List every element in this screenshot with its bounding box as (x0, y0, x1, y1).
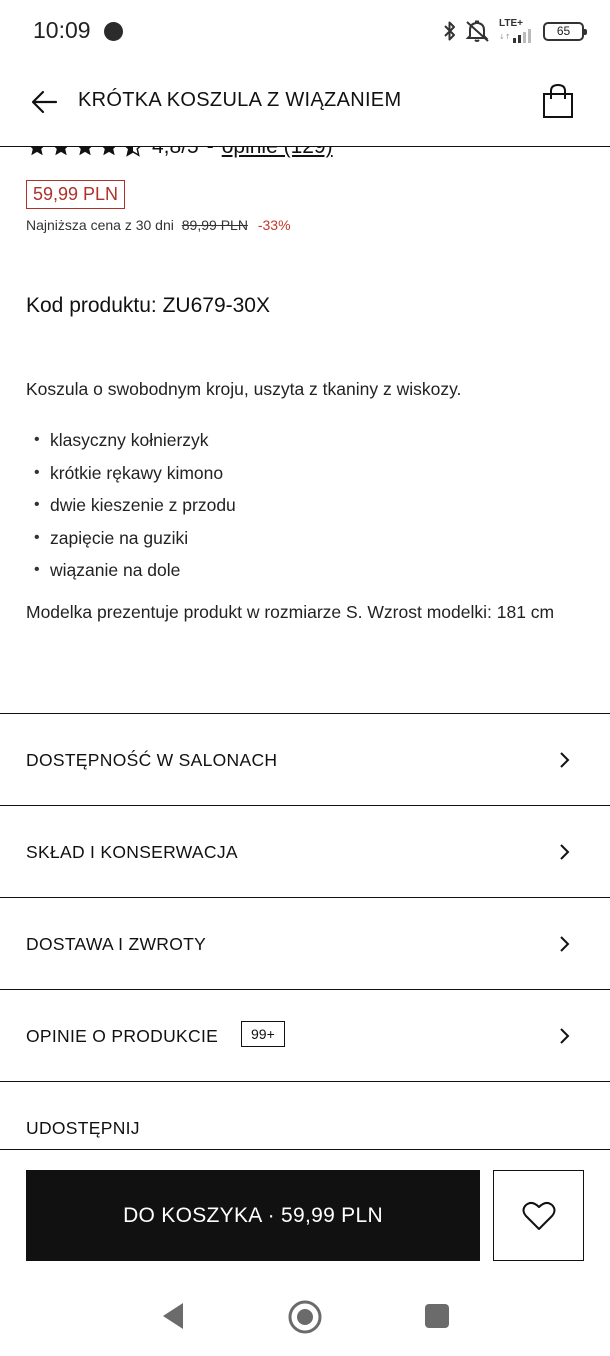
nav-back-icon[interactable] (160, 1301, 186, 1331)
chevron-right-icon (556, 842, 572, 862)
product-code: Kod produktu: ZU679-30X (26, 294, 270, 317)
system-nav-bar (0, 1279, 610, 1356)
bluetooth-icon (443, 19, 457, 43)
accordion-label: UDOSTĘPNIJ (26, 1118, 140, 1138)
accordion-label: DOSTAWA I ZWROTY (26, 934, 207, 954)
product-description: Koszula o swobodnym kroju, uszyta z tkaniny z wiskozy. (26, 379, 462, 399)
list-item: • wiązanie na dole (34, 554, 236, 587)
accordion-availability[interactable] (0, 713, 610, 805)
accordion-composition[interactable] (0, 805, 610, 897)
accordion-label: DOSTĘPNOŚĆ W SALONACH (26, 750, 278, 770)
add-to-cart-button[interactable] (26, 1170, 480, 1261)
chevron-right-icon (556, 934, 572, 954)
app-header (0, 62, 610, 147)
accordion-reviews[interactable] (0, 989, 610, 1081)
feature-list (34, 424, 236, 587)
add-to-cart-label: DO KOSZYKA · 59,99 PLN (123, 1203, 383, 1227)
list-item: • zapięcie na guziki (34, 522, 236, 555)
accordion-delivery[interactable] (0, 897, 610, 989)
list-item: • dwie kieszenie z przodu (34, 489, 236, 522)
wishlist-button[interactable] (493, 1170, 584, 1261)
heart-icon (522, 1201, 556, 1231)
chevron-right-icon (556, 750, 572, 770)
bottom-action-bar (0, 1149, 610, 1279)
battery-icon (543, 22, 584, 41)
shopping-bag-icon[interactable] (540, 82, 576, 120)
reviews-count-badge: 99+ (241, 1021, 285, 1047)
lowest-price-label: Najniższa cena z 30 dni (26, 217, 174, 233)
discount-badge: -33% (257, 217, 291, 233)
status-time: 10:09 (33, 17, 91, 43)
arrow-left-icon[interactable] (30, 88, 60, 116)
feature-text: krótkie rękawy kimono (50, 462, 224, 483)
product-details (0, 147, 610, 1149)
svg-text:↓↑: ↓↑ (499, 33, 511, 41)
notification-dot-icon (104, 22, 123, 41)
nav-home-icon[interactable] (287, 1299, 323, 1335)
feature-text: dwie kieszenie z przodu (50, 495, 236, 516)
list-item: • klasyczny kołnierzyk (34, 424, 236, 457)
page-title: KRÓTKA KOSZULA Z WIĄZANIEM (78, 89, 402, 111)
signal-icon (499, 19, 535, 43)
battery-level: 65 (556, 23, 571, 38)
accordion-label: OPINIE O PRODUKCIE (26, 1026, 219, 1046)
network-type: LTE+ (499, 18, 523, 29)
status-bar (0, 0, 610, 62)
accordion-label: SKŁAD I KONSERWACJA (26, 842, 238, 862)
feature-text: zapięcie na guziki (50, 527, 189, 548)
feature-text: klasyczny kołnierzyk (50, 430, 209, 450)
nav-recents-icon[interactable] (425, 1304, 449, 1328)
mute-icon (465, 19, 491, 43)
model-info: Modelka prezentuje produkt w rozmiarze S. Wzrost modelki: 181 cm (26, 602, 555, 622)
lowest-price-info (26, 217, 291, 233)
old-price: 89,99 PLN (181, 217, 248, 233)
feature-text: wiązanie na dole (50, 560, 181, 581)
status-icons (443, 18, 584, 44)
current-price: 59,99 PLN (26, 180, 125, 209)
list-item: • krótkie rękawy kimono (34, 457, 236, 490)
chevron-right-icon (556, 1026, 572, 1046)
